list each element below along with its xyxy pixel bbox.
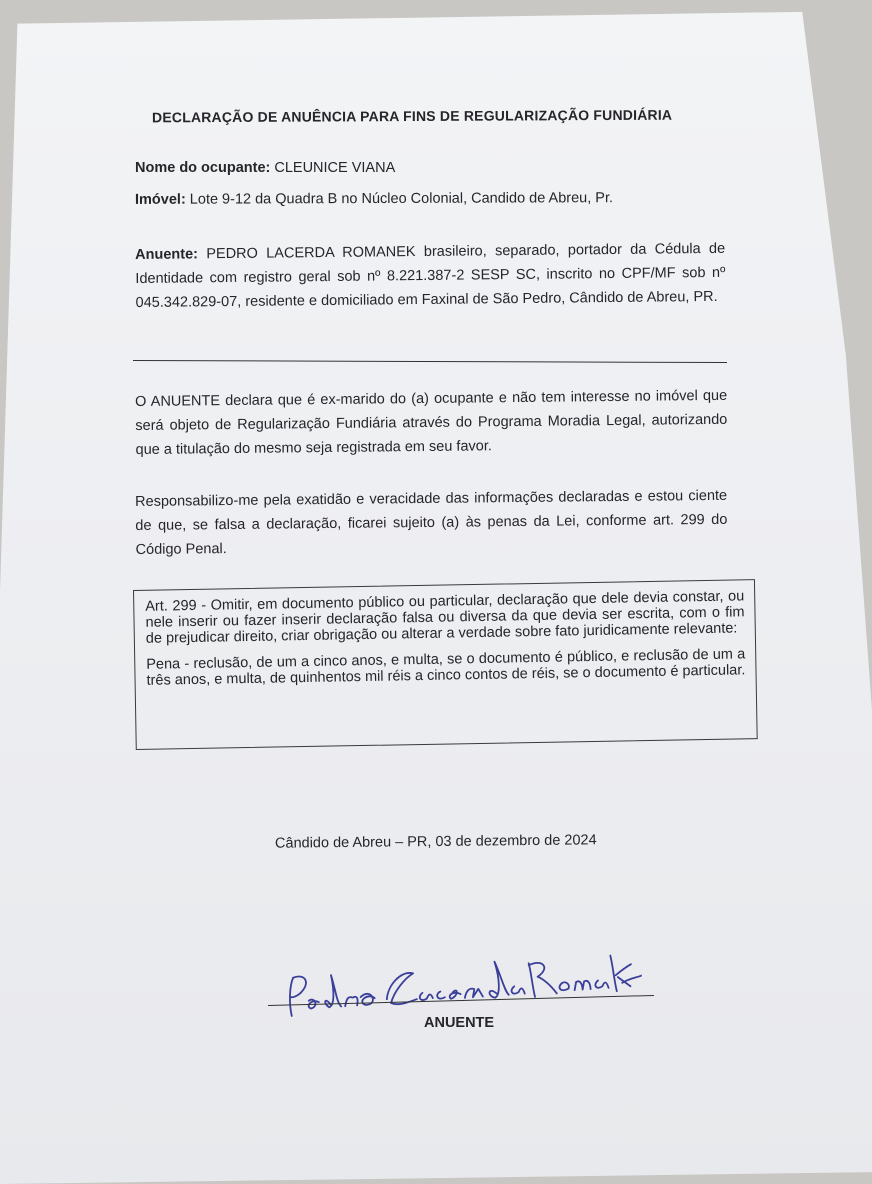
penalty-text: Pena - reclusão, de um a cinco anos, e multa, se o documento é público, e reclusão de um a três anos, e multa, de quinhentos mil réis a cinco contos de réis, se o documento é particular.	[146, 646, 746, 689]
occupant-label: Nome do ocupante:	[135, 160, 271, 176]
occupant-value: CLEUNICE VIANA	[274, 160, 396, 176]
occupant-field	[135, 160, 395, 176]
signature-role-label: ANUENTE	[424, 1015, 495, 1031]
consenting-party-value: PEDRO LACERDA ROMANEK brasileiro, separado, portador da Cédula de Identidade com registro geral sob nº 8.221.387-2 SESP SC, inscrito no CPF/MF sob nº 045.342.829-07, residente e domiciliado em Faxinal de São Pedro, Cândido de Abreu, PR.	[135, 240, 726, 311]
document-title: DECLARAÇÃO DE ANUÊNCIA PARA FINS DE REGULARIZAÇÃO FUNDIÁRIA	[151, 106, 673, 126]
property-value: Lote 9-12 da Quadra B no Núcleo Colonial, Candido de Abreu, Pr.	[189, 190, 614, 208]
consenting-party-label: Anuente:	[135, 246, 199, 263]
responsibility-paragraph: Responsabilizo-me pela exatidão e veracidade das informações declaradas e estou ciente de que, se falsa a declaração, ficarei sujeito (a) às penas da Lei, conforme art. 299 do Código Penal.	[135, 487, 728, 558]
penal-code-article-box	[133, 579, 758, 750]
article-text: Art. 299 - Omitir, em documento público ou particular, declaração que dele devia constar, ou nele inserir ou fazer inserir declaração falsa ou diversa da que devia ser escrita, com o fim de prejudicar direito, criar obrigação ou alterar a verdade sobre fato juridicamente relevante:	[145, 588, 745, 647]
consenting-party-paragraph	[135, 237, 726, 315]
property-label: Imóvel:	[134, 191, 186, 208]
place-and-date: Cândido de Abreu – PR, 03 de dezembro de 2024	[274, 832, 597, 852]
property-field	[135, 190, 613, 208]
declaration-paragraph: O ANUENTE declara que é ex-marido do (a) ocupante e não tem interesse no imóvel que será objeto de Regularização Fundiária através do Programa Moradia Legal, autorizando que a titulação do mesmo seja registrada em seu favor.	[135, 387, 728, 458]
